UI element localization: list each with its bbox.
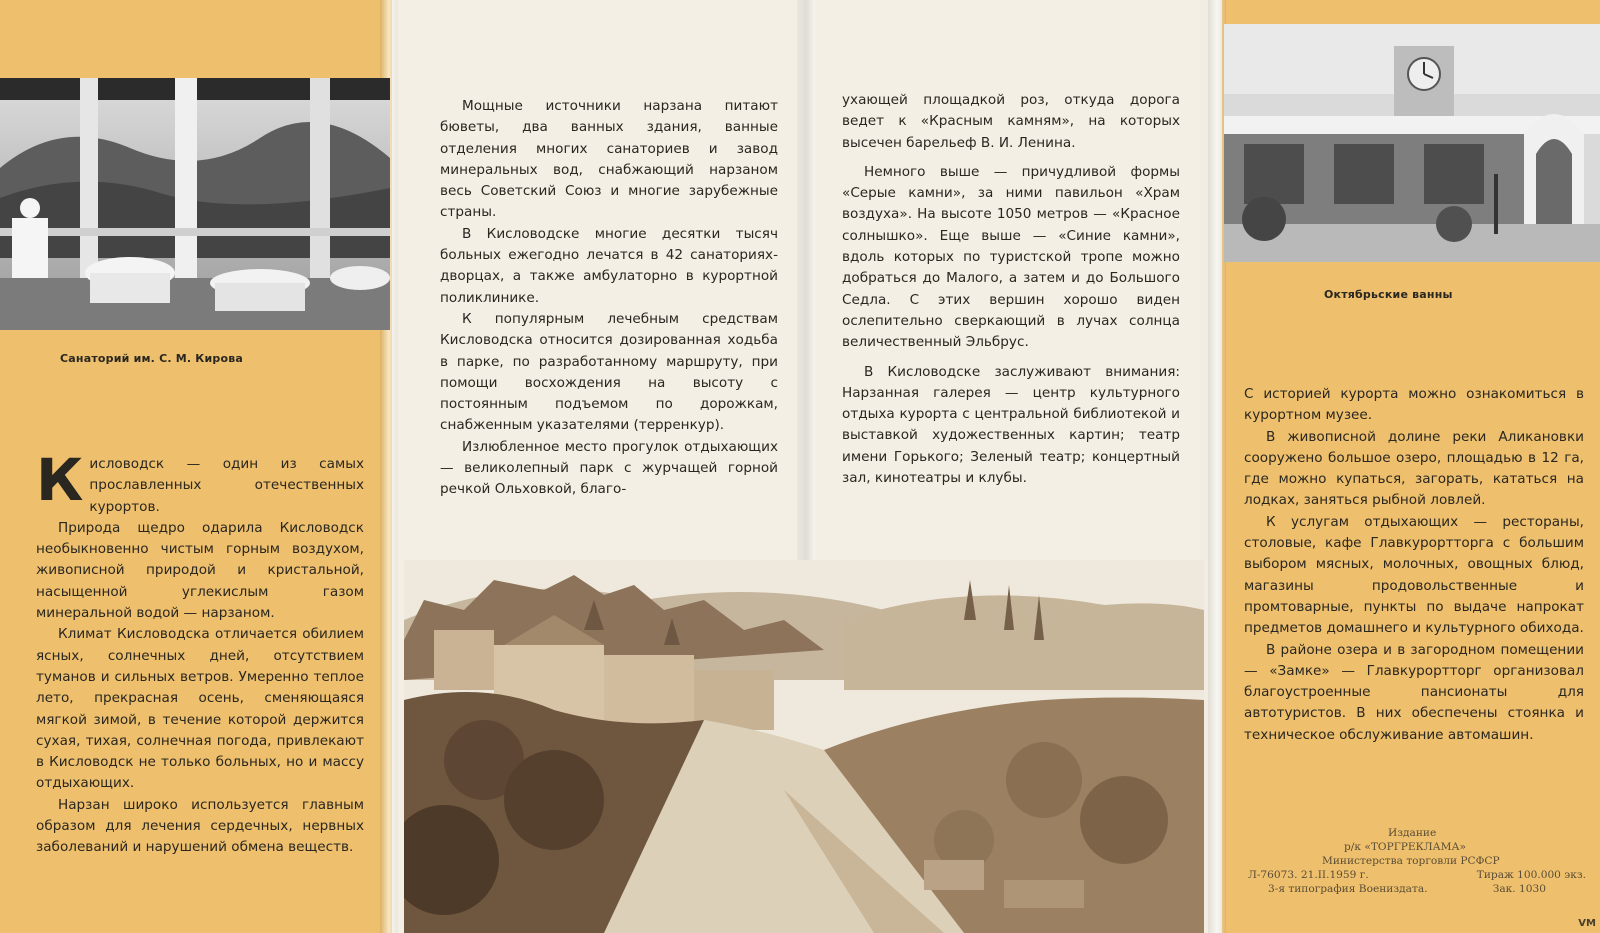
corner-watermark: VM <box>1578 918 1596 929</box>
imprint-line: Министерства торговли РСФСР <box>1322 855 1500 867</box>
paragraph: В Кисловодске заслуживают внимания: Нарзанная галерея — центр культурного отдыха курорта с центральной библиотекой и выставкой художественных картин; театр имени Горького; Зеленый театр; концертный зал, кинотеатры и клубы. <box>842 363 1180 487</box>
right-text-column <box>1244 384 1584 746</box>
paragraph: Нарзан широко используется главным образом для лечения сердечных, нервных заболеваний и нарушений обмена веществ. <box>36 796 364 856</box>
imprint-line <box>1248 882 1586 896</box>
paragraph: В районе озера и в загородном помещении — «Замке» — Главкурортторг организовал благоустроенные пансионаты для автотуристов. В них обеспечены стоянка и техническое обслуживание автомашин. <box>1244 641 1584 743</box>
paragraph-text: исловодск — один из самых прославленных отечественных курортов. <box>89 456 364 515</box>
middle-right-text-column <box>842 90 1180 489</box>
paragraph: Природа щедро одарила Кисловодск необыкновенно чистым горным воздухом, живописной природой и кристальной, насыщенной углекислым газом минеральной водой — нарзаном. <box>36 519 364 622</box>
oktyabrskie-baths-photo <box>1224 24 1600 262</box>
photo-caption-baths: Октябрьские ванны <box>1324 288 1453 301</box>
imprint-printer: 3-я типография Воениздата. <box>1268 883 1428 895</box>
paragraph: Мощные источники нарзана питают бюветы, два ванных здания, ванные отделения многих санаториев и завод минеральных вод, снабжающий нарзаном весь Советский Союз и многие зарубежные страны. <box>440 98 778 221</box>
imprint-line: Издание <box>1388 827 1437 839</box>
paragraph: В живописной долине реки Аликановки сооружено большое озеро, площадью в 12 га, где можно купаться, загорать, кататься на лодках, заняться рыбной ловлей. <box>1244 428 1584 509</box>
paragraph: Немного выше — причудливой формы «Серые камни», за ними павильон «Храм воздуха». На высоте 1050 метров — «Красное солнышко». Еще выше — «Синие камни», вдоль которых по туристской тропе можно добраться до Малого, а затем и до Большого Седла. С этих вершин хорошо виден ослепительно сверкающий в лучах солнца величественный Эльбрус. <box>842 163 1180 351</box>
imprint-code: Л-76073. 21.II.1959 г. <box>1248 869 1369 881</box>
paragraph: В Кисловодске многие десятки тысяч больных ежегодно лечатся в 42 санаториях-дворцах, а также амбулаторно в курортной поликлинике. <box>440 225 778 306</box>
paragraph: ухающей площадкой роз, откуда дорога ведет к «Красным камням», на которых высечен барельеф В. И. Ленина. <box>842 92 1180 151</box>
paragraph: К услугам отдыхающих — рестораны, столовые, кафе Главкурортторга с большим выбором мясных, молочных, овощных блюд, магазины продовольственные и промтоварные, пункты по выдаче напрокат предметов домашнего и культурного обихода. <box>1244 513 1584 637</box>
paragraph: Излюбленное место прогулок отдыхающих — великолепный парк с журчащей горной речкой Ольховкой, благо- <box>440 438 778 498</box>
paragraph: Климат Кисловодска отличается обилием ясных, солнечных дней, отсутствием туманов и сильных ветров. Умеренно теплое лето, прекрасная осень, сменяющаяся мягкой зимой, в течение которой держится сухая, тихая, солнечная погода, привлекают в Кисловодск не только больных, но и массу отдыхающих. <box>36 626 364 792</box>
photo-caption-sanatorium: Санаторий им. С. М. Кирова <box>60 352 244 365</box>
intro-paragraph <box>36 446 364 518</box>
paragraph: К популярным лечебным средствам Кисловодска относится дозированная ходьба в парке, по разработанному маршруту, при помощи восхождения на высоту с постоянным подъемом по дорожкам, снабженным указателями (терренкур). <box>440 310 778 434</box>
imprint-line <box>1248 868 1586 882</box>
paragraph: С историей курорта можно ознакомиться в курортном музее. <box>1244 386 1584 424</box>
left-text-column <box>36 446 364 859</box>
imprint-circulation: Тираж 100.000 экз. <box>1476 869 1586 881</box>
park-illustration <box>404 560 1204 933</box>
dropcap-letter: К <box>36 446 84 514</box>
publisher-imprint <box>1248 826 1586 896</box>
middle-left-text-column <box>440 96 778 501</box>
imprint-line: р/к «ТОРГРЕКЛАМА» <box>1344 841 1466 853</box>
sanatorium-photo <box>0 78 390 330</box>
imprint-order: Зак. 1030 <box>1492 883 1546 895</box>
